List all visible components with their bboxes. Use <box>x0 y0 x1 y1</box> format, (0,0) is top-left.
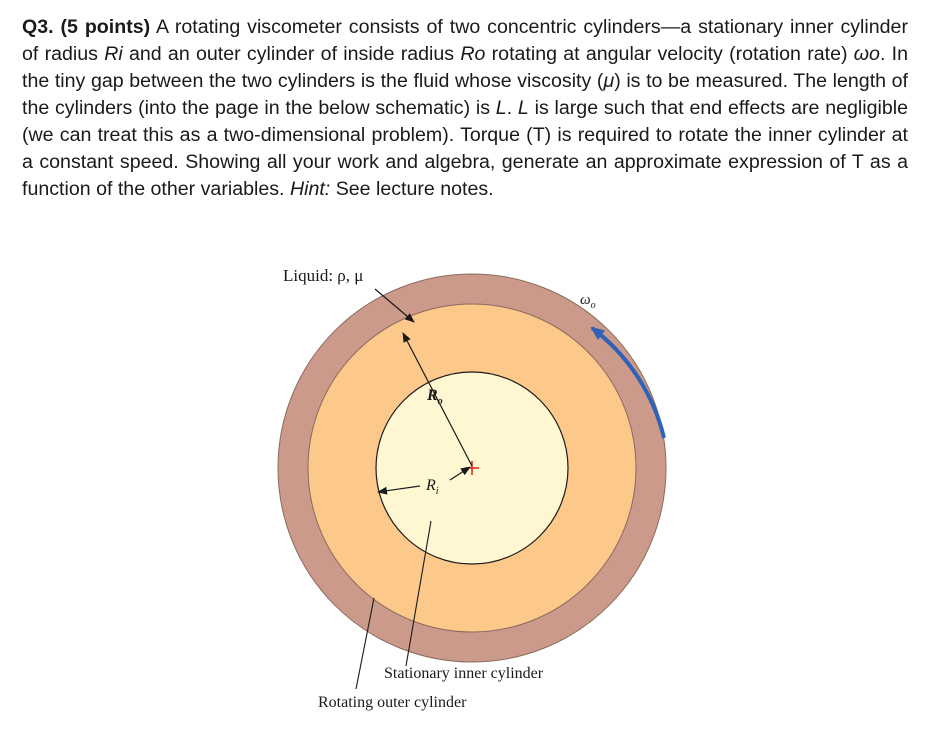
inner-cylinder-label: Stationary inner cylinder <box>384 665 544 682</box>
liquid-label: Liquid: ρ, μ <box>283 266 364 285</box>
question-text-part: ) is to be measured. The length of the cylinders (into the page in the below schematic) is <box>22 70 908 119</box>
ro-label-subscript: o <box>437 396 443 407</box>
question-text-part: . <box>506 97 518 119</box>
ri-label-subscript: i <box>435 486 439 497</box>
question-text-part: is large such that end effects are negligible (we can treat this as a two-dimensional problem). Torque (T) is required to rotate the inner cylinder at a constant speed. Showing all your work and algebra, generate an approximate expression of T as a function of the other variables. <box>22 97 908 200</box>
question-text-part: See lecture notes. <box>330 178 494 200</box>
omega-label-subscript: o <box>590 300 596 311</box>
symbol-mu: μ <box>603 70 615 92</box>
symbol-length: L <box>517 97 529 119</box>
question-text-part: . In the tiny gap between the two cylinders is the fluid whose viscosity ( <box>22 43 908 92</box>
symbol-length: L <box>495 97 507 119</box>
symbol-omega: ωo <box>853 43 880 65</box>
omega-label-symbol: ω <box>580 292 591 308</box>
outer-cylinder-label: Rotating outer cylinder <box>318 694 467 711</box>
question-number: Q3. (5 points) <box>22 16 151 38</box>
question-text-part: rotating at angular velocity (rotation rate) <box>485 43 854 65</box>
ri-label-symbol: R <box>426 477 436 494</box>
symbol-ro: Ro <box>460 43 486 65</box>
ro-label-symbol: R <box>427 387 438 404</box>
question-text-part: and an outer cylinder of inside radius <box>122 43 461 65</box>
hint-label: Hint: <box>289 178 331 200</box>
symbol-ri: Ri <box>104 43 123 65</box>
question-text-part: A rotating viscometer consists of two concentric cylinders—a stationary inner cylinder of radius <box>22 16 908 65</box>
